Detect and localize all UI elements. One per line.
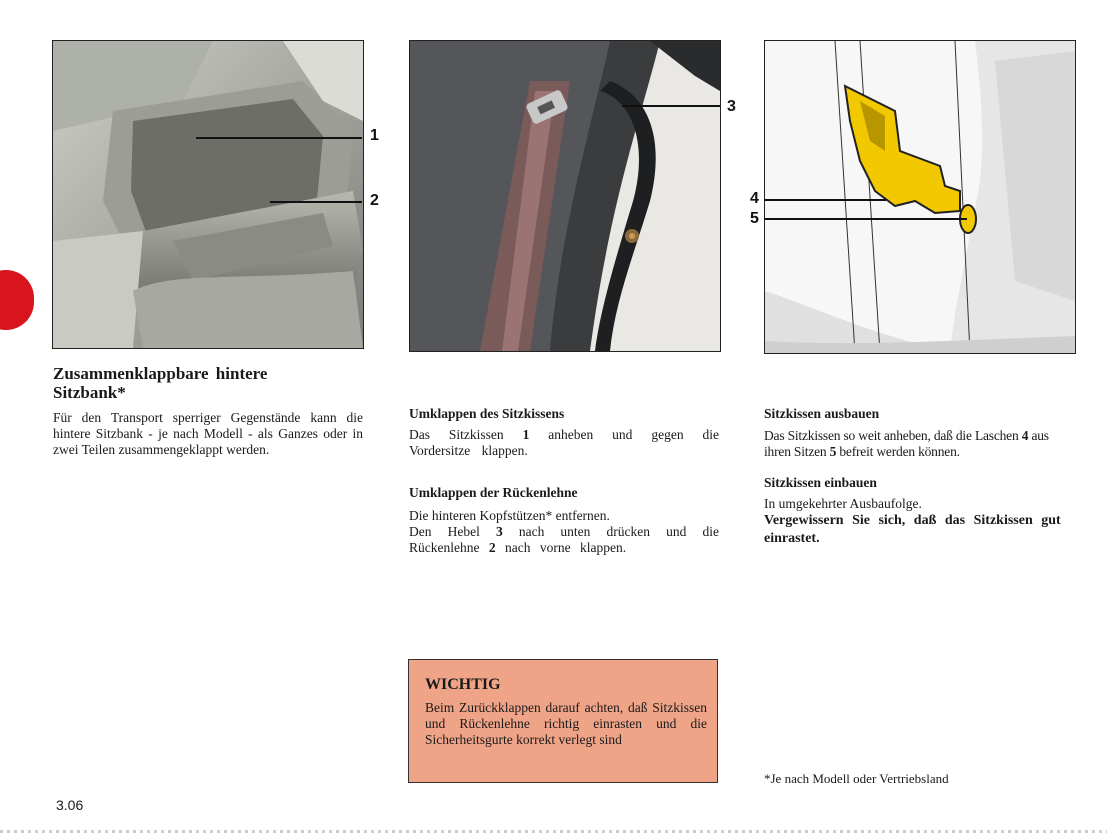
warning-box xyxy=(408,659,718,783)
scan-edge xyxy=(0,830,1107,833)
callout-5: 5 xyxy=(750,210,759,227)
chapter-tab xyxy=(0,270,34,330)
install-cushion-text: In umgekehrter Ausbaufolge. xyxy=(764,496,922,511)
seat-photo xyxy=(52,40,364,349)
text-fragment: Das Sitzkissen so weit anheben, daß die Laschen xyxy=(764,428,1022,443)
backrest-photo-art xyxy=(410,41,720,351)
seat-photo-art xyxy=(53,41,363,348)
footnote: *Je nach Modell oder Vertriebsland xyxy=(764,771,949,786)
callout-line-2 xyxy=(270,201,362,203)
page-number: 3.06 xyxy=(56,797,84,813)
text-fragment: Das Sitzkissen xyxy=(409,427,523,442)
backrest-photo xyxy=(409,40,721,352)
text-fragment: aus ihren Sitzen xyxy=(764,428,1049,459)
right-column xyxy=(764,405,1076,548)
ref-number: 2 xyxy=(488,540,496,555)
callout-4: 4 xyxy=(750,190,759,207)
callout-line-4 xyxy=(764,199,886,201)
warning-title: WICHTIG xyxy=(425,676,501,693)
fold-cushion-heading: Umklappen des Sitzkissens xyxy=(409,406,565,421)
fold-backrest-line1: Die hinteren Kopfstützen* entfernen. xyxy=(409,508,610,523)
fold-cushion-text xyxy=(409,427,719,459)
tab-illustration xyxy=(764,40,1076,354)
fold-backrest-text xyxy=(409,524,719,556)
callout-line-3 xyxy=(622,105,720,107)
ref-number: 1 xyxy=(522,427,530,442)
remove-cushion-text xyxy=(764,428,1076,460)
intro-paragraph: Für den Transport sperriger Gegenstände kann die hintere Sitzbank - je nach Modell - als Ganzes oder in zwei Teilen zusammengeklappt werden. xyxy=(53,410,363,457)
ref-number: 5 xyxy=(829,444,837,459)
left-column xyxy=(53,364,363,458)
install-cushion-heading: Sitzkissen einbauen xyxy=(764,475,877,490)
callout-1: 1 xyxy=(370,127,379,144)
text-fragment: anheben und gegen die Vordersitze klappen. xyxy=(409,427,720,458)
callout-line-1 xyxy=(196,137,362,139)
fold-backrest-heading: Umklappen der Rückenlehne xyxy=(409,485,578,500)
ref-number: 3 xyxy=(495,524,503,539)
section-title: Zusammenklappbare hintere Sitzbank* xyxy=(53,364,268,402)
middle-column xyxy=(409,405,719,556)
callout-2: 2 xyxy=(370,192,379,209)
text-fragment: nach unten drücken und die Rückenlehne xyxy=(409,524,719,555)
text-fragment: befreit werden können. xyxy=(836,444,960,459)
install-cushion-emphasis: Vergewissern Sie sich, daß das Sitzkissen gut einrastet. xyxy=(764,513,1061,546)
callout-3: 3 xyxy=(727,98,736,115)
callout-line-5 xyxy=(764,218,967,220)
warning-text: Beim Zurückklappen darauf achten, daß Sitzkissen und Rückenlehne richtig einrasten und die Sicherheitsgurte korrekt verlegt sind xyxy=(425,700,707,747)
tab-illustration-art xyxy=(765,41,1075,353)
text-fragment: Den Hebel xyxy=(409,524,496,539)
text-fragment: nach vorne klappen. xyxy=(495,540,627,555)
ref-number: 4 xyxy=(1021,428,1029,443)
remove-cushion-heading: Sitzkissen ausbauen xyxy=(764,406,880,421)
